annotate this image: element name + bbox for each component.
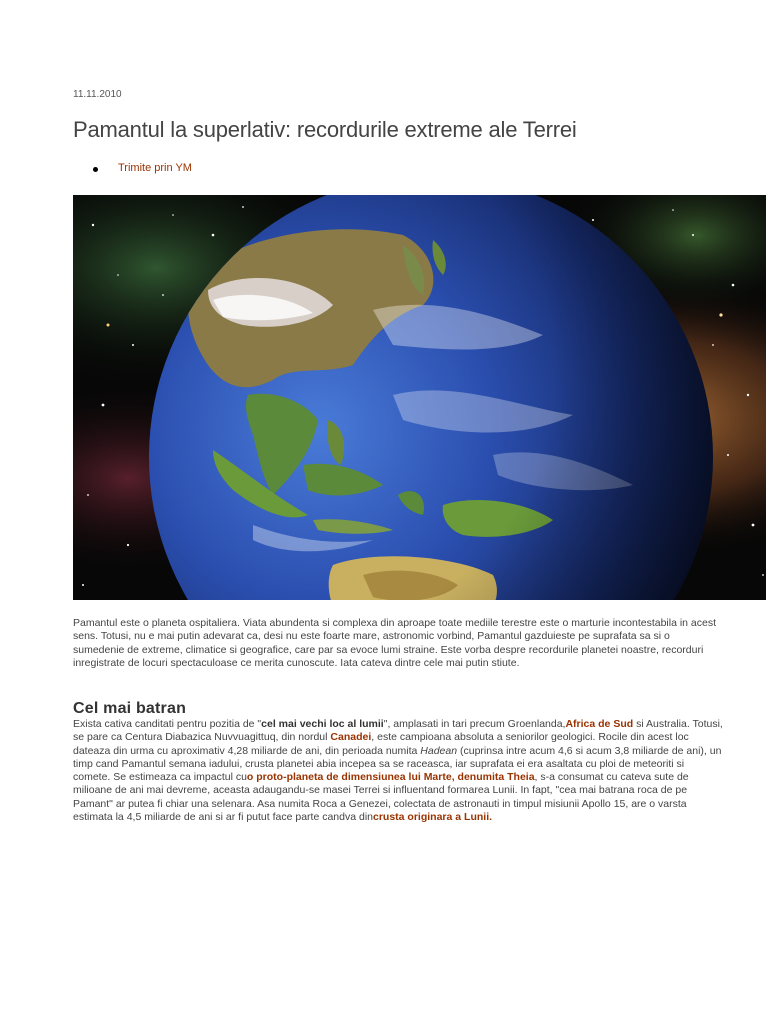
bold-phrase: cel mai vechi loc al lumii: [261, 718, 384, 730]
section-paragraph-oldest: [73, 718, 723, 824]
text-run: , s-a consumat cu cateva sute de milioane de ani mai devreme, aceasta adaugandu-se masei Terrei si influentand formarea Lunii. In fapt, "cea mai batrana roca de pe Pamant" ar putea fi chiar una selenara. Asa numita Roca a Genezei, colectata de astronauti in timpul misiunii Apollo 15, are o varsta estimata la 4,5 miliarde de ani si ar fi putut face parte candva din: [73, 771, 689, 824]
text-run: , este campioana absoluta a seniorilor geologici. Rocile din acest loc dateaza din urma cu aproximativ 4,28 miliarde de ani, din perioada numita: [73, 731, 689, 757]
text-run: si Australia. Totusi, se pare ca Centura Diabazica Nuvvuagittuq, din nordul: [73, 718, 723, 744]
section-heading-oldest: Cel mai batran: [73, 700, 187, 717]
article-date: 11.11.2010: [73, 89, 122, 100]
link-theia[interactable]: o proto-planeta de dimensiunea lui Marte, denumita Theia: [246, 771, 535, 784]
text-run: Exista cativa canditati pentru pozitia de ": [73, 718, 262, 730]
link-africa-de-sud[interactable]: Africa de Sud: [565, 718, 634, 730]
text-run: ", amplasati in tari precum Groenlanda,: [383, 718, 566, 730]
share-ym-link[interactable]: Trimite prin YM: [118, 162, 192, 174]
intro-paragraph: Pamantul este o planeta ospitaliera. Viata abundenta si complexa din aproape toate mediile terestre este o marturie incontestabila in acest sens. Totusi, nu e mai putin adevarat ca, desi nu este foarte mare, astronomic vorbind, Pamantul gazduieste pe suprafata sa si o sumedenie de extreme, climatice si geografice, care par sa evoce lumi straine. Este vorba despre recordurile planetei noastre, recorduri inregistrate de locuri spectaculoase ce merita cunoscute. Iata cateva dintre cele mai putin stiute.: [73, 617, 717, 669]
earth-from-space-image: [73, 195, 766, 600]
share-item: [95, 162, 192, 174]
share-list: [95, 162, 192, 174]
article-title: Pamantul la superlativ: recordurile extreme ale Terrei: [73, 117, 577, 142]
italic-hadean: Hadean: [420, 744, 458, 757]
link-canadei[interactable]: Canadei: [330, 731, 372, 744]
text-run: (cuprinsa intre acum 4,6 si acum 3,8 miliarde de ani), un timp cand Pamantul semana iadului, crusta planetei abia incepea sa se raceasca, iar suprafata ei era asaltata cu ploi de meteoriti si comete. Se estimeaza ca impactul cu: [73, 744, 722, 784]
link-crusta-lunii[interactable]: crusta originara a Lunii.: [373, 811, 493, 824]
bullet-icon: [93, 167, 98, 172]
